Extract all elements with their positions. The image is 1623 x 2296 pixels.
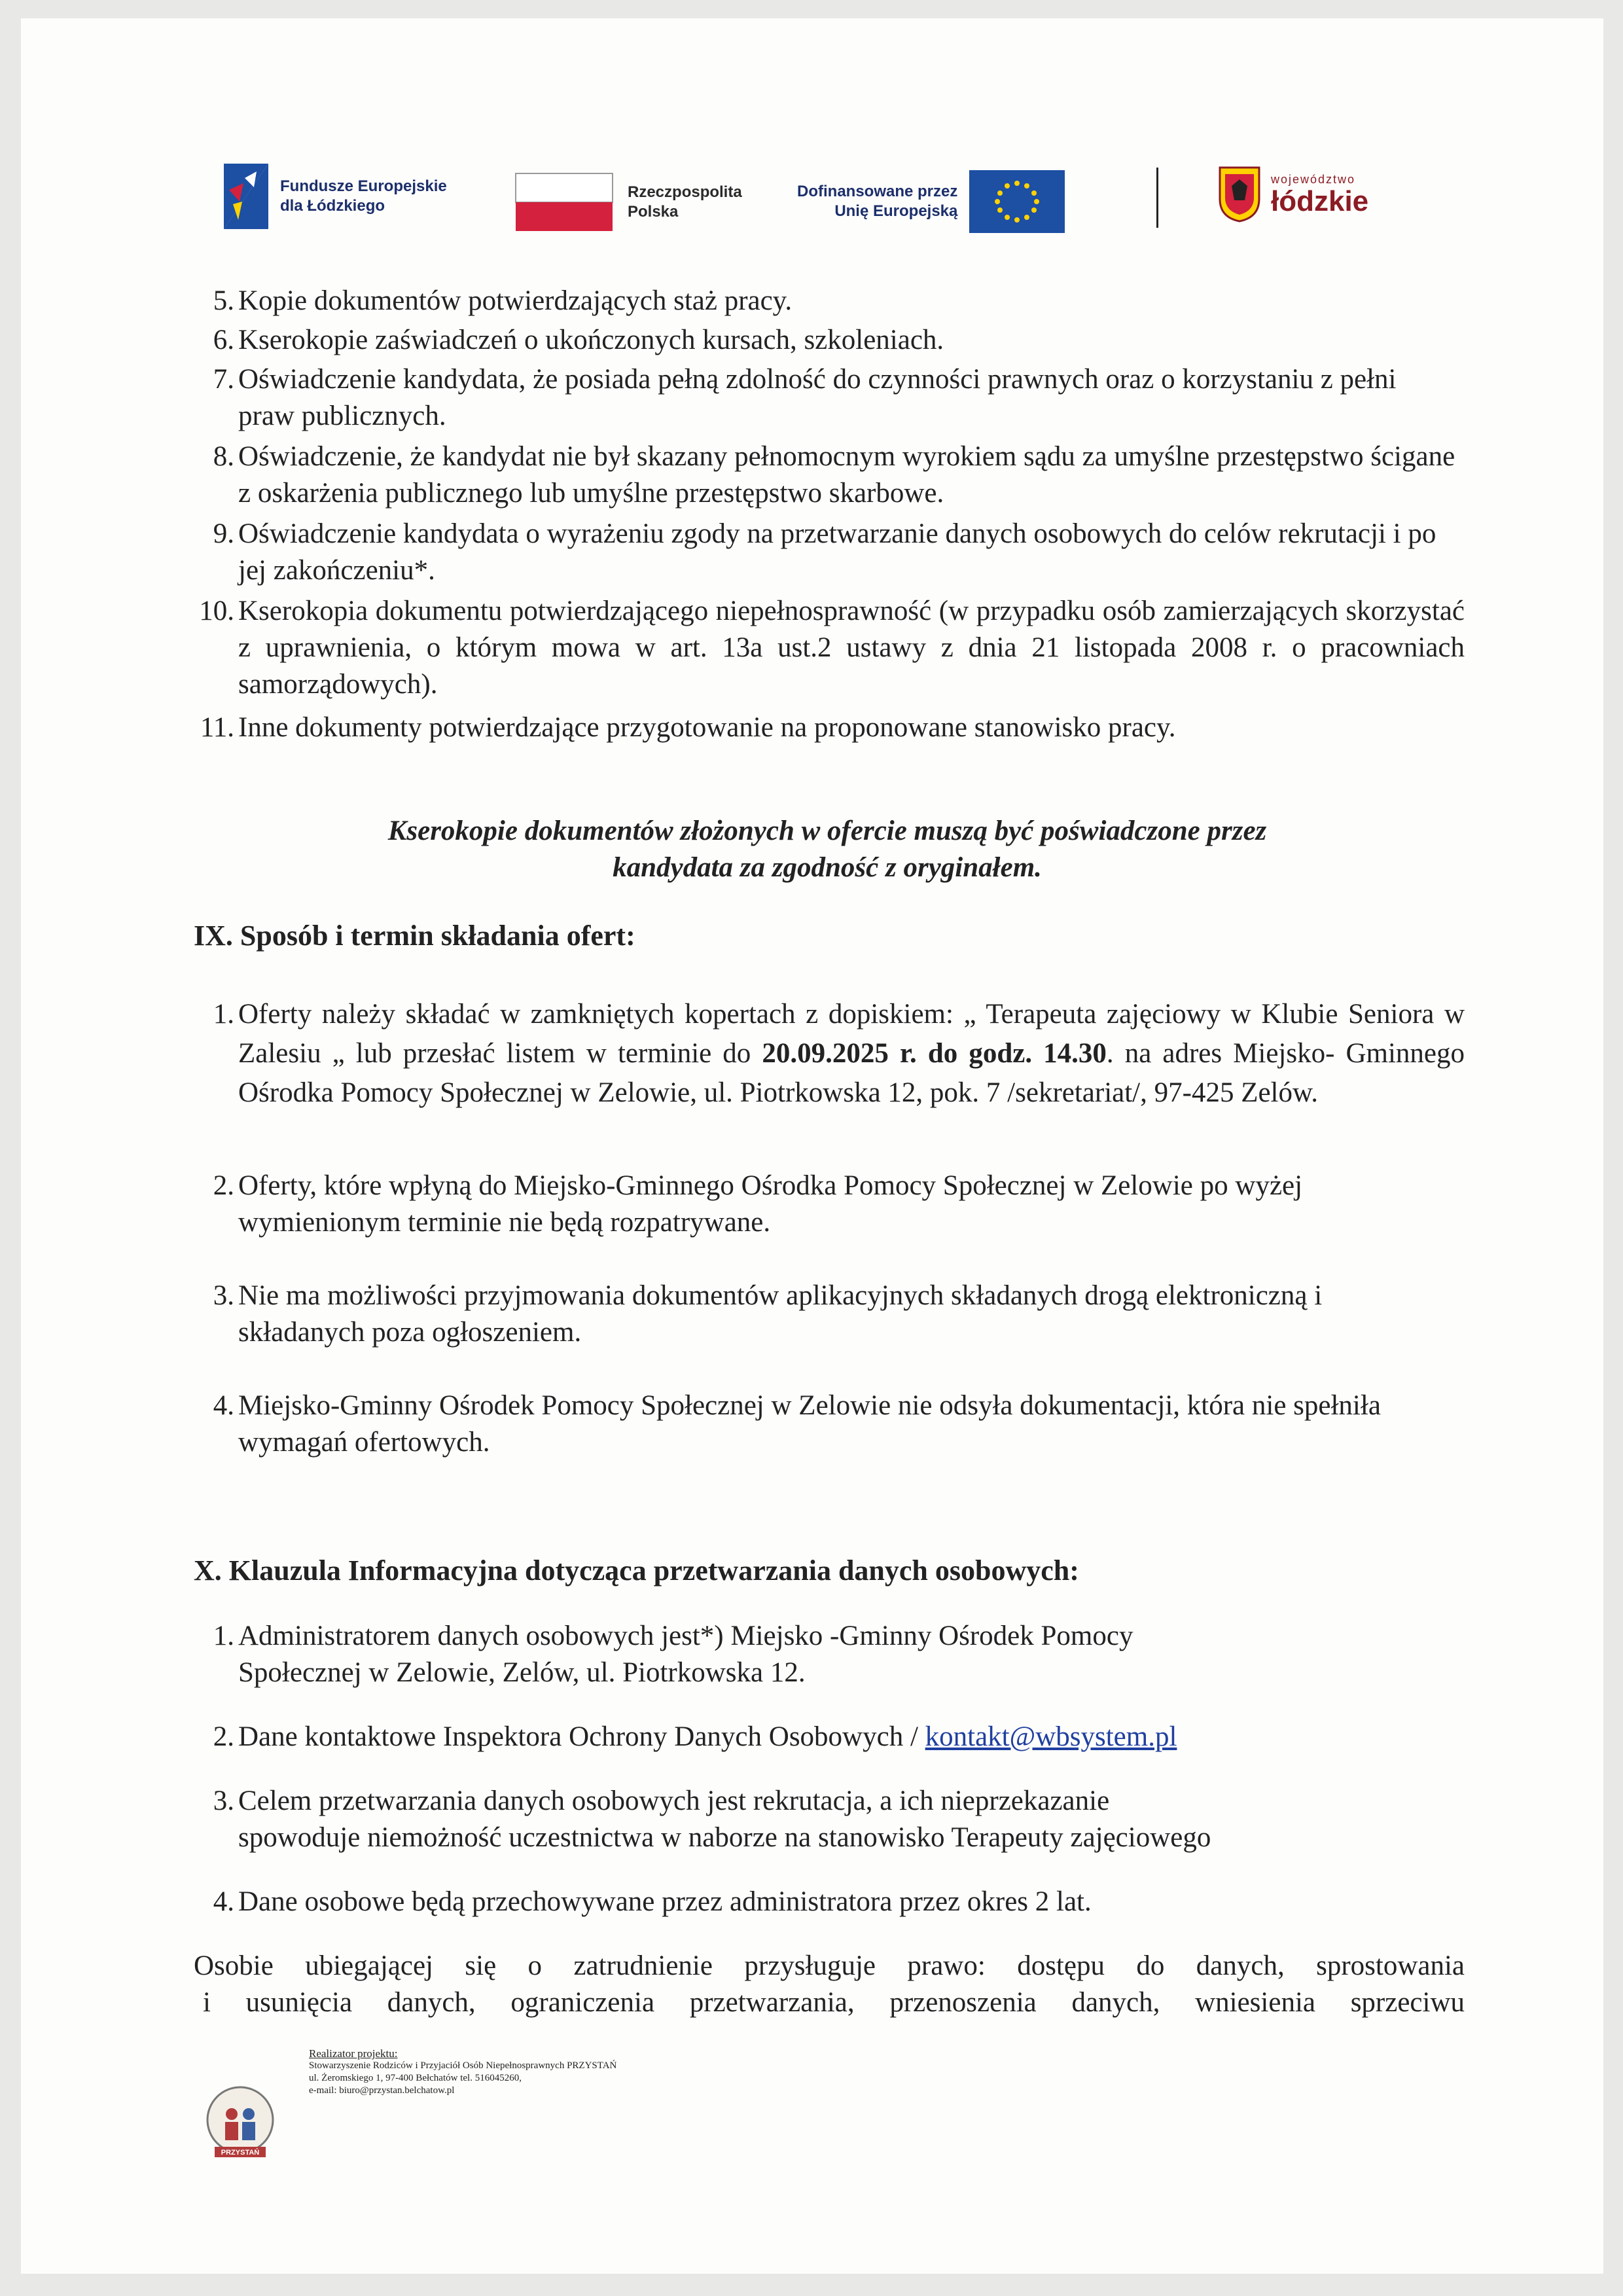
- list-number: 2.: [213, 1721, 234, 1752]
- list-number: 8.: [213, 441, 234, 472]
- list-number: 4.: [213, 1886, 234, 1917]
- unia-europejska-logo: [797, 170, 1065, 233]
- section-heading: X. Klauzula Informacyjna dotycząca przetwarzania danych osobowych:: [194, 1554, 1079, 1587]
- list-number: 7.: [213, 364, 234, 395]
- list-text-line1: Administratorem danych osobowych jest*) Miejsko -Gminny Ośrodek Pomocy: [238, 1621, 1133, 1651]
- list-text-line1: Celem przetwarzania danych osobowych jest rekrutacja, a ich nieprzekazanie: [238, 1785, 1110, 1816]
- list-item: [199, 593, 1465, 703]
- list-number: 2.: [213, 1170, 234, 1201]
- list-text: Inne dokumenty potwierdzające przygotowanie na proponowane stanowisko pracy.: [238, 712, 1176, 743]
- logo-divider: [1156, 168, 1158, 228]
- list-item: [213, 516, 1465, 589]
- list-number: 9.: [213, 518, 234, 549]
- wl-big: łódzkie: [1271, 185, 1369, 217]
- list-text-line2: spowoduje niemożność uczestnictwa w naborze na stanowisko Terapeuty zajęciowego: [238, 1822, 1211, 1853]
- list-item: [213, 995, 1465, 1113]
- polish-flag-icon: [515, 173, 613, 232]
- note-line2: kandydata za zgodność z oryginałem.: [613, 852, 1042, 883]
- list-number: 10.: [199, 596, 234, 626]
- list-text: Oświadczenie kandydata o wyrażeniu zgody na przetwarzanie danych osobowych do celów rekrutacji i po jej zakończeniu*.: [238, 518, 1436, 586]
- list-text: Kserokopie zaświadczeń o ukończonych kursach, szkoleniach.: [238, 325, 944, 355]
- closing-line2: i usunięcia danych, ograniczenia przetwarzania, przenoszenia danych, wniesienia sprzeciwu: [203, 1987, 1465, 2018]
- list-item: [213, 361, 1403, 435]
- wojewodztwo-lodzkie-logo: [1219, 166, 1368, 223]
- closing-line1: Osobie ubiegającej się o zatrudnienie przysługuje prawo: dostępu do danych, sprostowania: [194, 1950, 1465, 1981]
- list-number: 1.: [213, 999, 234, 1030]
- list-text: Oferty, które wpłyną do Miejsko-Gminnego Ośrodka Pomocy Społecznej w Zelowie po wyżej wymienionym terminie nie będą rozpatrywane.: [238, 1170, 1303, 1238]
- fe-line2: dla Łódzkiego: [280, 197, 385, 215]
- list-text: Oświadczenie, że kandydat nie był skazany pełnomocnym wyrokiem sądu za umyślne przestępstwo ścigane z oskarżenia publicznego lub umyślne przestępstwo skarbowe.: [238, 441, 1455, 509]
- list-text: Dane osobowe będą przechowywane przez administratora przez okres 2 lat.: [238, 1886, 1092, 1917]
- list-item: [213, 1884, 1465, 1920]
- list-text-part1: Oferty należy składać w zamkniętych kopertach z dopiskiem: „ Terapeuta zajęciowy w Klubie Seniora w Zalesiu „ lub przesłać listem w terminie do: [238, 999, 1465, 1069]
- iod-email-link[interactable]: kontakt@wbsystem.pl: [925, 1721, 1177, 1752]
- fe-line1: Fundusze Europejskie: [280, 177, 447, 195]
- list-item: [213, 1719, 1465, 1755]
- rp-line1: Rzeczpospolita: [628, 183, 742, 201]
- list-number: 3.: [213, 1785, 234, 1816]
- footer-title: Realizator projektu:: [309, 2047, 398, 2060]
- logo-bar: [21, 18, 1603, 241]
- footer-line2: ul. Żeromskiego 1, 97-400 Bełchatów tel. 516045260,: [309, 2073, 522, 2083]
- list-item: [213, 1618, 1465, 1691]
- list-number: 3.: [213, 1280, 234, 1311]
- document-page: [21, 18, 1603, 2274]
- list-text-part2: . na adres Miejsko- Gminnego Ośrodka Pomocy Społecznej w Zelowie, ul. Piotrkowska 12, pok. 7 /sekretariat/, 97-425 Zelów.: [238, 1038, 1465, 1108]
- ue-line2: Unię Europejską: [834, 202, 958, 220]
- list-item: [200, 709, 1465, 746]
- rp-line2: Polska: [628, 203, 679, 221]
- list-item: [213, 283, 1465, 319]
- list-item: [213, 1168, 1465, 1241]
- eu-flag-icon: [969, 170, 1065, 233]
- list-number: 6.: [213, 325, 234, 355]
- list-item: [213, 439, 1465, 512]
- ue-line1: Dofinansowane przez: [797, 183, 958, 200]
- fundusze-europejskie-icon: [224, 164, 268, 229]
- lodzkie-coat-of-arms-icon: [1219, 166, 1260, 223]
- list-text: Dane kontaktowe Inspektora Ochrony Danych Osobowych /: [238, 1721, 925, 1752]
- list-text: Kopie dokumentów potwierdzających staż pracy.: [238, 285, 793, 316]
- closing-paragraph: [194, 1948, 1465, 2021]
- list-number: 4.: [213, 1390, 234, 1421]
- list-text: Nie ma możliwości przyjmowania dokumentów aplikacyjnych składanych drogą elektroniczną i składanych poza ogłoszeniem.: [238, 1280, 1323, 1348]
- wl-small: województwo: [1271, 172, 1356, 186]
- list-number: 11.: [200, 712, 234, 743]
- footer-line3: e-mail: biuro@przystan.belchatow.pl: [309, 2085, 455, 2096]
- przystan-logo-icon: [204, 2084, 276, 2162]
- list-item: [213, 1783, 1465, 1856]
- list-number: 1.: [213, 1621, 234, 1651]
- przystan-logo-text: PRZYSTAŃ: [221, 2149, 260, 2157]
- footer-line1: Stowarzyszenie Rodziców i Przyjaciół Osób Niepełnosprawnych PRZYSTAŃ: [309, 2060, 617, 2071]
- list-text: Kserokopia dokumentu potwierdzającego niepełnosprawność (w przypadku osób zamierzających skorzystać z uprawnienia, o którym mowa w art. 13a ust.2 ustawy z dnia 21 listopada 2008 r. o pracowniach samorządowych).: [238, 596, 1465, 700]
- list-number: 5.: [213, 285, 234, 316]
- deadline-date: 20.09.2025 r. do godz. 14.30: [762, 1038, 1107, 1069]
- rzeczpospolita-logo: [515, 173, 742, 232]
- list-item: [213, 1278, 1449, 1351]
- fundusze-europejskie-logo: [224, 164, 447, 229]
- list-text-line2: Społecznej w Zelowie, Zelów, ul. Piotrkowska 12.: [238, 1657, 806, 1688]
- list-item: [213, 322, 1465, 359]
- list-text: Oświadczenie kandydata, że posiada pełną zdolność do czynności prawnych oraz o korzystaniu z pełni praw publicznych.: [238, 364, 1397, 431]
- certification-note: [238, 813, 1416, 886]
- note-line1: Kserokopie dokumentów złożonych w ofercie muszą być poświadczone przez: [387, 816, 1267, 846]
- list-item: [213, 1388, 1465, 1461]
- section-heading: IX. Sposób i termin składania ofert:: [194, 920, 635, 952]
- list-text: Miejsko-Gminny Ośrodek Pomocy Społecznej w Zelowie nie odsyła dokumentacji, która nie spełniła wymagań ofertowych.: [238, 1390, 1381, 1458]
